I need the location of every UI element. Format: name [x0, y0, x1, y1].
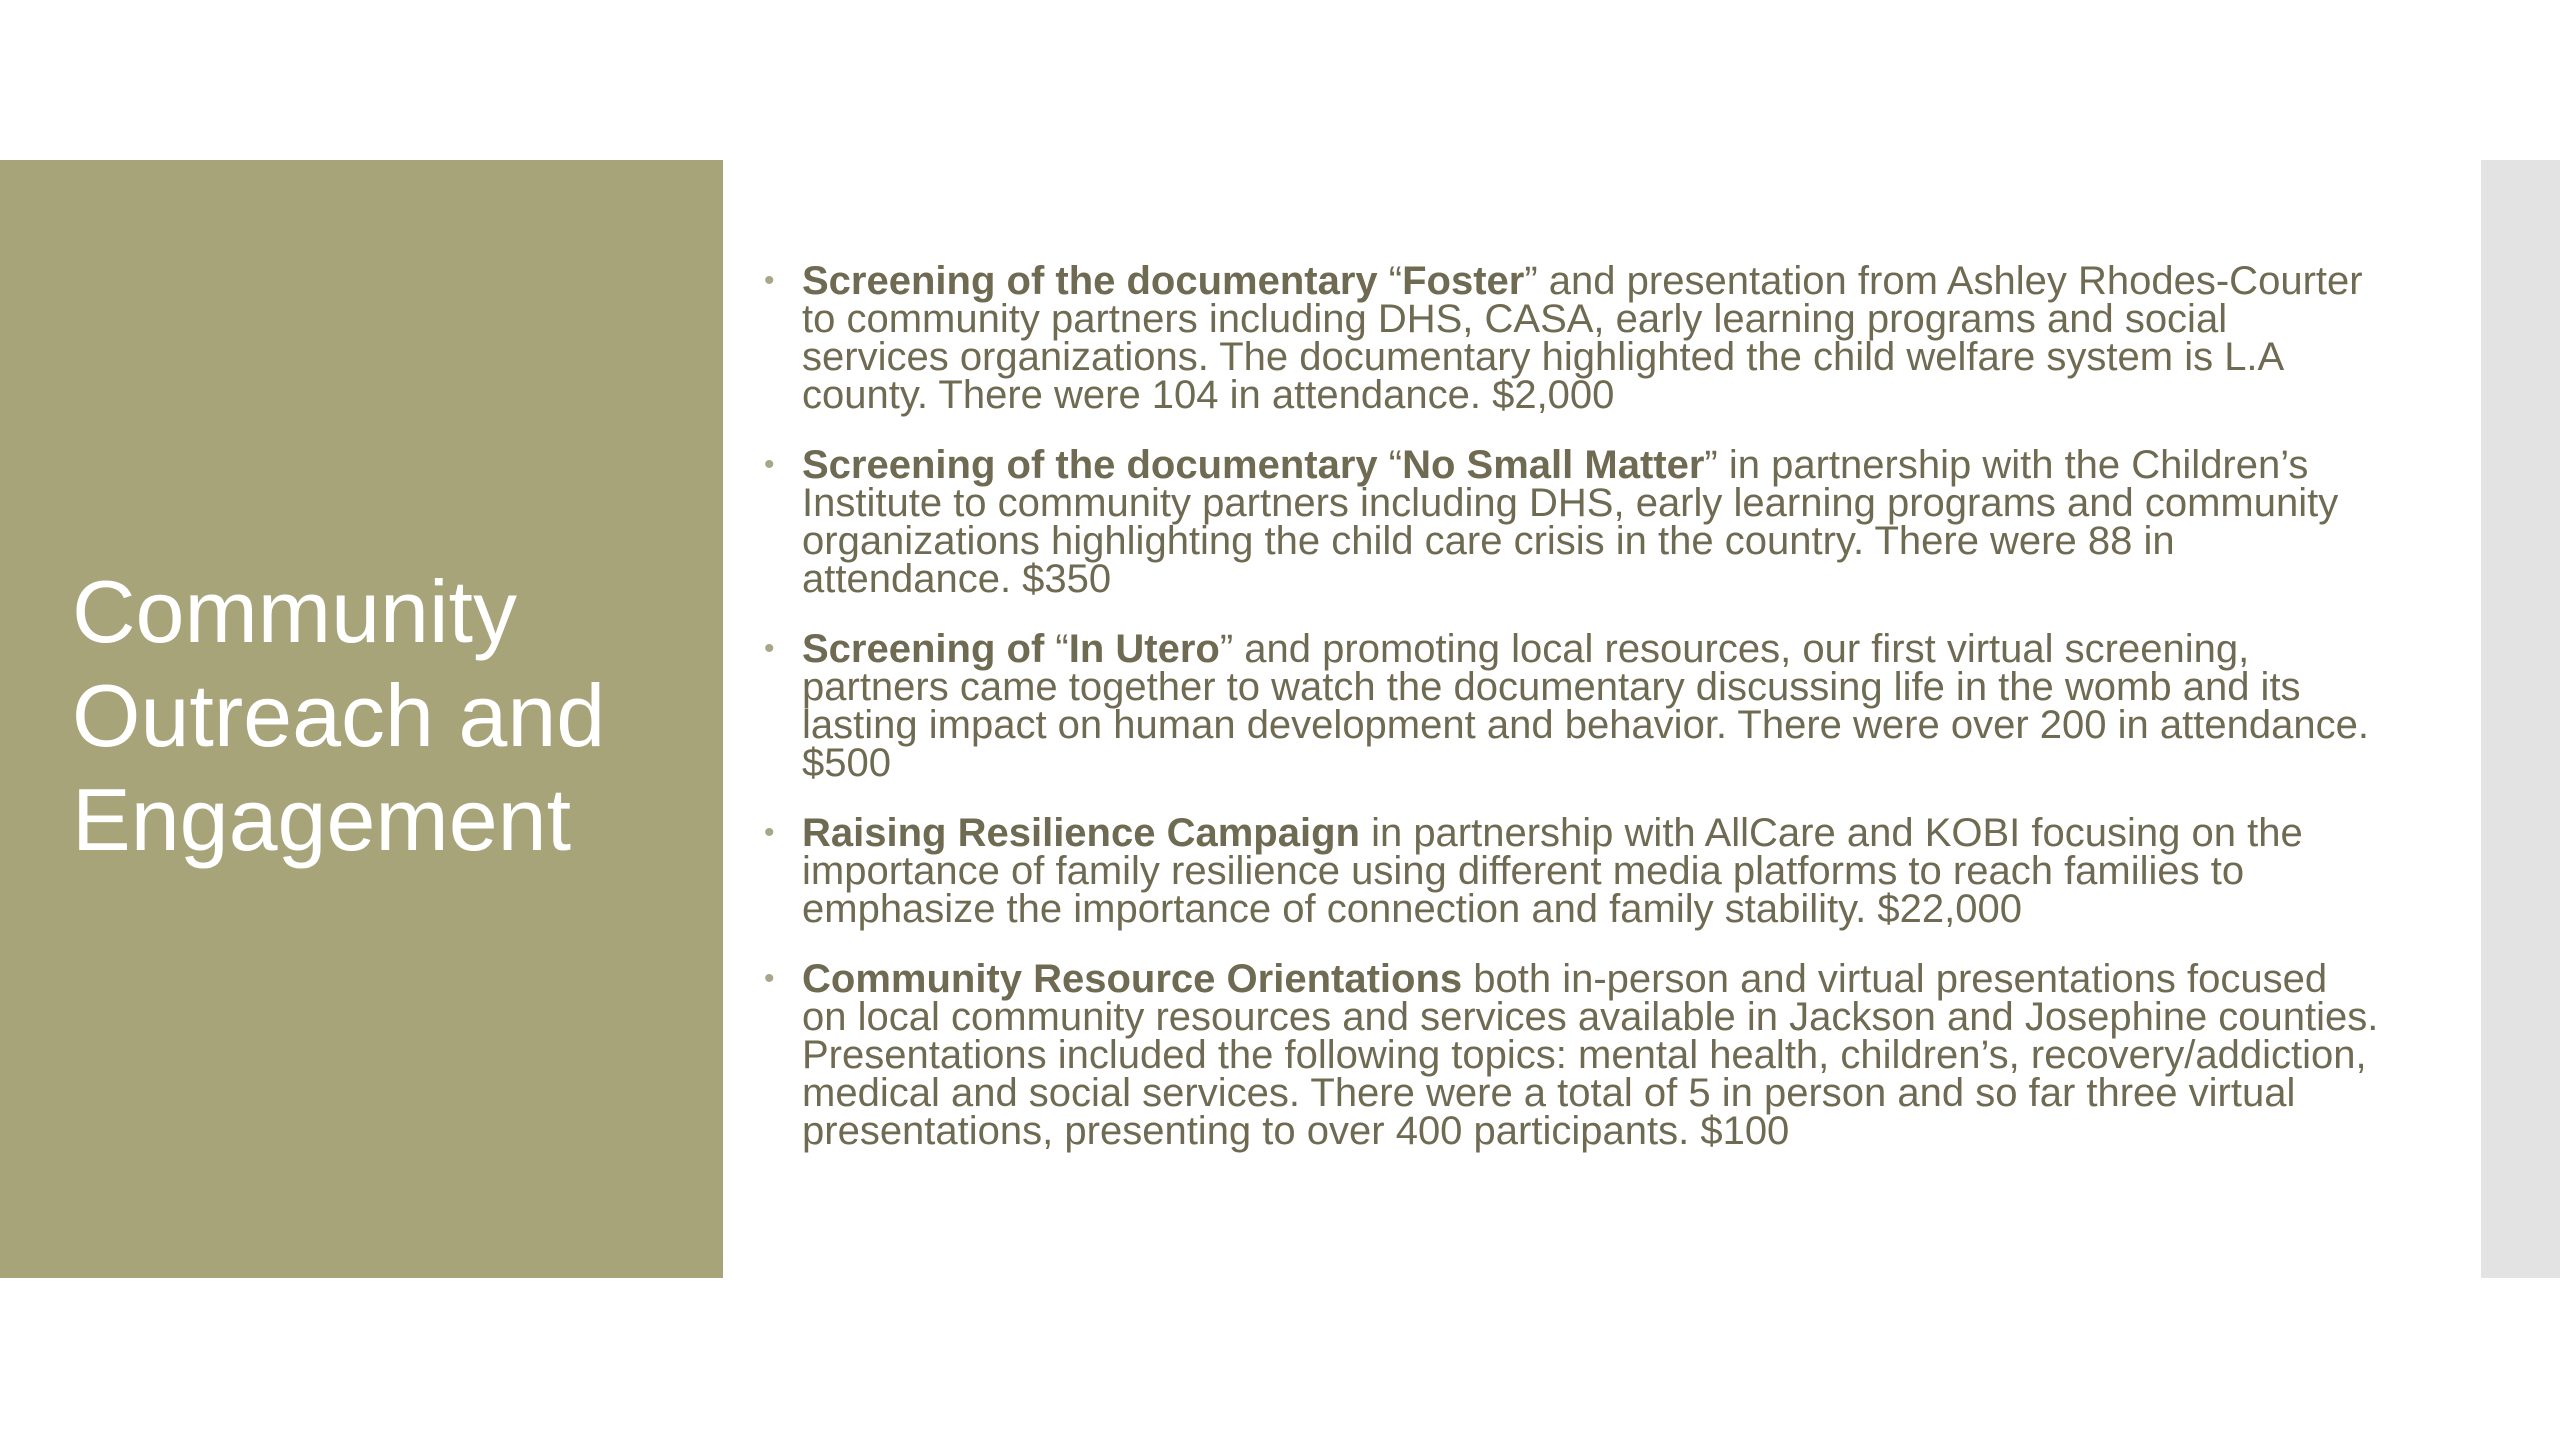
- slide-title-line-1: Community: [72, 562, 517, 661]
- bullet-bold-text: No Small Matter: [1402, 443, 1705, 487]
- bullet-marker-icon: •: [764, 632, 775, 665]
- bullet-text: ” and promoting local resources, our first virtual screening, partners came together to watch the documentary discussing life in the womb and its lasting impact on human development and behavior. There were over 200 in attendance. $500: [802, 627, 2369, 785]
- bullet-bold-text: In Utero: [1068, 627, 1220, 671]
- title-panel: [0, 160, 723, 1278]
- slide-band: [0, 160, 2560, 1278]
- bullet-list: [760, 259, 2380, 1153]
- slide-title: [72, 560, 692, 872]
- bullet-bold-text: Raising Resilience Campaign: [802, 811, 1360, 855]
- slide-title-line-2: Outreach and: [72, 666, 606, 765]
- bullet-bold-text: Screening of: [802, 627, 1056, 671]
- bullet-bold-text: Community Resource Orientations: [802, 957, 1463, 1001]
- bullet-marker-icon: •: [764, 264, 775, 297]
- bullet-text: “: [1055, 627, 1069, 671]
- bullet-text: ” in partnership with the Children’s Institute to community partners including DHS, early learning programs and community organizations highlighting the child care crisis in the country. There were 88 in attendance. $350: [802, 443, 2339, 601]
- bullet-marker-icon: •: [764, 816, 775, 849]
- bullet-text: “: [1388, 259, 1403, 303]
- bullet-item: [760, 443, 2380, 601]
- bullet-text: both in-person and virtual presentations focused on local community resources and services available in Jackson and Josephine counties. Presentations included the following topics: mental health, children’s, recovery/addiction, medical and social services. There were a total of 5 in person and so far three virtual presentations, presenting to over 400 participants. $100: [802, 957, 2379, 1153]
- content-area: [760, 259, 2380, 1182]
- bullet-bold-text: Screening of the documentary: [802, 259, 1389, 303]
- bullet-marker-icon: •: [764, 448, 775, 481]
- bullet-item: [760, 957, 2380, 1153]
- bullet-item: [760, 811, 2380, 931]
- bullet-marker-icon: •: [764, 962, 775, 995]
- bullet-text: in partnership with AllCare and KOBI focusing on the importance of family resilience using different media platforms to reach families to emphasize the importance of connection and family stability. $22,000: [802, 811, 2303, 931]
- bullet-bold-text: Screening of the documentary: [802, 443, 1389, 487]
- bullet-text: ” and presentation from Ashley Rhodes-Courter to community partners including DHS, CASA, early learning programs and social services organizations. The documentary highlighted the child welfare system is L.A county. There were 104 in attendance. $2,000: [802, 259, 2363, 417]
- bullet-bold-text: Foster: [1402, 259, 1525, 303]
- bullet-item: [760, 259, 2380, 417]
- bullet-text: “: [1388, 443, 1403, 487]
- bullet-item: [760, 627, 2380, 785]
- slide-title-line-3: Engagement: [72, 770, 572, 869]
- right-accent-strip: [2481, 160, 2560, 1278]
